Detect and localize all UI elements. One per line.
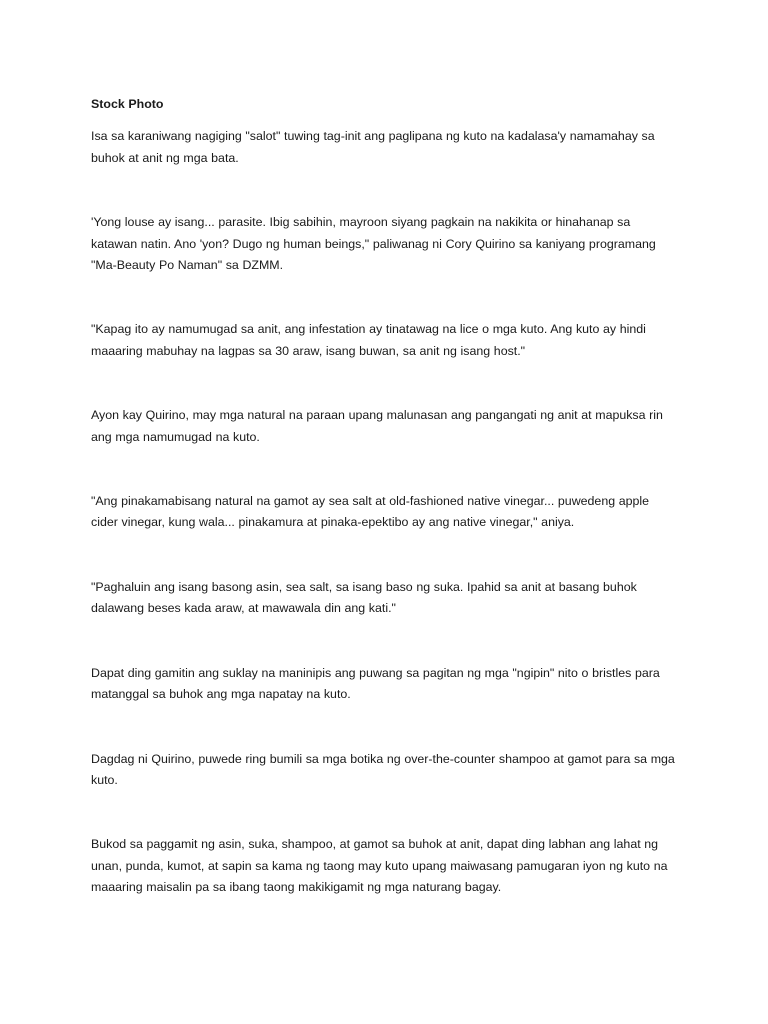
paragraph-9: Bukod sa paggamit ng asin, suka, shampoo, at gamot sa buhok at anit, dapat ding labhan ang lahat ng unan, punda, kumot, at sapin sa kama ng taong may kuto upang maiwasang pamugaran iyon ng kuto na maaaring maisalin pa sa ibang taong makikigamit ng mga naturang bagay. bbox=[91, 837, 668, 895]
paragraph-1: Isa sa karaniwang nagiging "salot" tuwing tag-init ang paglipana ng kuto na kadalasa'y namamahay sa buhok at anit ng mga bata. bbox=[91, 129, 655, 165]
document-heading: Stock Photo bbox=[91, 97, 164, 111]
paragraph-3: "Kapag ito ay namumugad sa anit, ang infestation ay tinatawag na lice o mga kuto. Ang kuto ay hindi maaaring mabuhay na lagpas sa 30 araw, isang buwan, sa anit ng isang host." bbox=[91, 322, 646, 358]
paragraph-8: Dagdag ni Quirino, puwede ring bumili sa mga botika ng over-the-counter shampoo at gamot para sa mga kuto. bbox=[91, 751, 675, 787]
paragraph-2: 'Yong louse ay isang... parasite. Ibig sabihin, mayroon siyang pagkain na nakikita or hinahanap sa katawan natin. Ano 'yon? Dugo ng human beings," paliwanag ni Cory Quirino sa kaniyang programang "Ma-Beauty Po Naman" sa DZMM. bbox=[91, 215, 656, 273]
paragraph-5: "Ang pinakamabisang natural na gamot ay sea salt at old-fashioned native vinegar... puwedeng apple cider vinegar, kung wala... pinakamura at pinaka-epektibo ay ang native vinegar," aniya. bbox=[91, 494, 650, 530]
paragraph-6: "Paghaluin ang isang basong asin, sea salt, sa isang baso ng suka. Ipahid sa anit at basang buhok dalawang beses kada araw, at mawawala din ang kati." bbox=[91, 579, 637, 616]
paragraph-4: Ayon kay Quirino, may mga natural na paraan upang malunasan ang pangangati ng anit at mapuksa rin ang mga namumugad na kuto. bbox=[91, 408, 663, 444]
paragraph-7: Dapat ding gamitin ang suklay na maninipis ang puwang sa pagitan ng mga "ngipin" nito o bristles para matanggal sa buhok ang mga napatay na kuto. bbox=[91, 665, 660, 702]
